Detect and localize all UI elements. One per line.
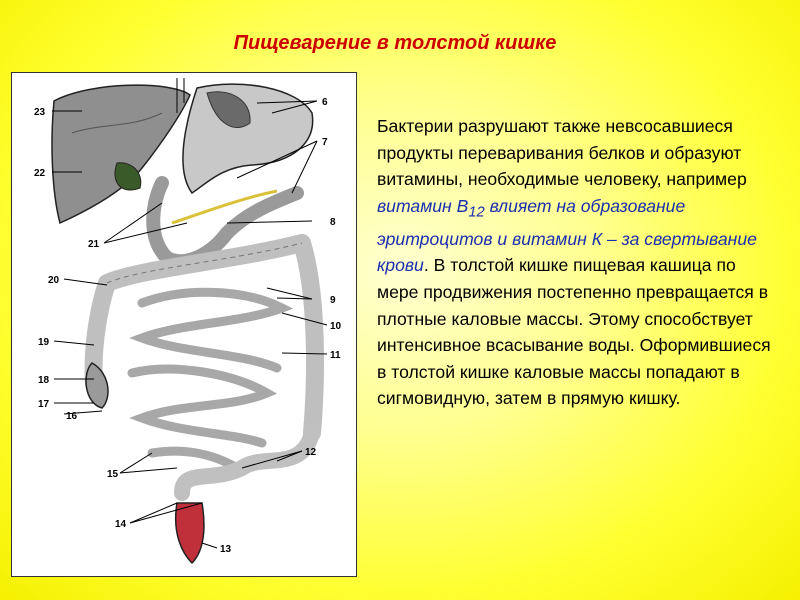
- vitamin-b-label: витамин В: [377, 195, 469, 216]
- cecum-shape: [86, 363, 108, 408]
- sentence-period: .: [423, 255, 429, 276]
- body-paragraph: [377, 113, 777, 412]
- body-text-part2: В толстой кишке пищевая кашица по мере продвижения постепенно превращается в плотные каловые массы. Этому способствует интенсивное всасывание воды. Оформившиеся в толстой кишке каловые массы попадают в сигмовидную, затем в прямую кишку.: [377, 255, 771, 409]
- callout-label-21: 21: [88, 239, 100, 250]
- body-text-part1: Бактерии разрушают также невсосавшиеся продукты переваривания белков и образуют витамины, необходимые человеку, например: [377, 116, 747, 190]
- callout-label-7: 7: [322, 137, 328, 148]
- rectum-shape: [176, 503, 204, 563]
- callout-label-8: 8: [330, 217, 336, 228]
- callout-label-6: 6: [322, 97, 328, 108]
- callout-label-11: 11: [330, 350, 341, 361]
- callout-label-9: 9: [330, 295, 336, 306]
- digestive-system-illustration: [11, 72, 357, 577]
- callout-label-15: 15: [107, 469, 119, 480]
- stomach-shape: [183, 84, 313, 193]
- body-text: [377, 113, 777, 412]
- callout-label-13: 13: [220, 544, 232, 555]
- callout-label-16: 16: [66, 411, 78, 422]
- callout-label-20: 20: [48, 275, 60, 286]
- callout-label-22: 22: [34, 168, 46, 179]
- callout-label-18: 18: [38, 375, 50, 386]
- callout-label-23: 23: [34, 107, 46, 118]
- liver-shape: [52, 85, 190, 223]
- vitamin-highlight-rest: влияет на образование эритроцитов и витамин К – за свертывание крови: [377, 195, 757, 276]
- callout-label-17: 17: [38, 399, 50, 410]
- anatomy-drawing: [12, 73, 356, 576]
- callout-label-10: 10: [330, 321, 342, 332]
- callout-label-14: 14: [115, 519, 127, 530]
- callout-label-19: 19: [38, 337, 50, 348]
- small-intestine-loops: [132, 292, 282, 468]
- slide-title: Пищеварение в толстой кишке: [233, 32, 557, 54]
- callout-label-12: 12: [305, 447, 317, 458]
- vitamin-b-subscript: 12: [468, 204, 485, 221]
